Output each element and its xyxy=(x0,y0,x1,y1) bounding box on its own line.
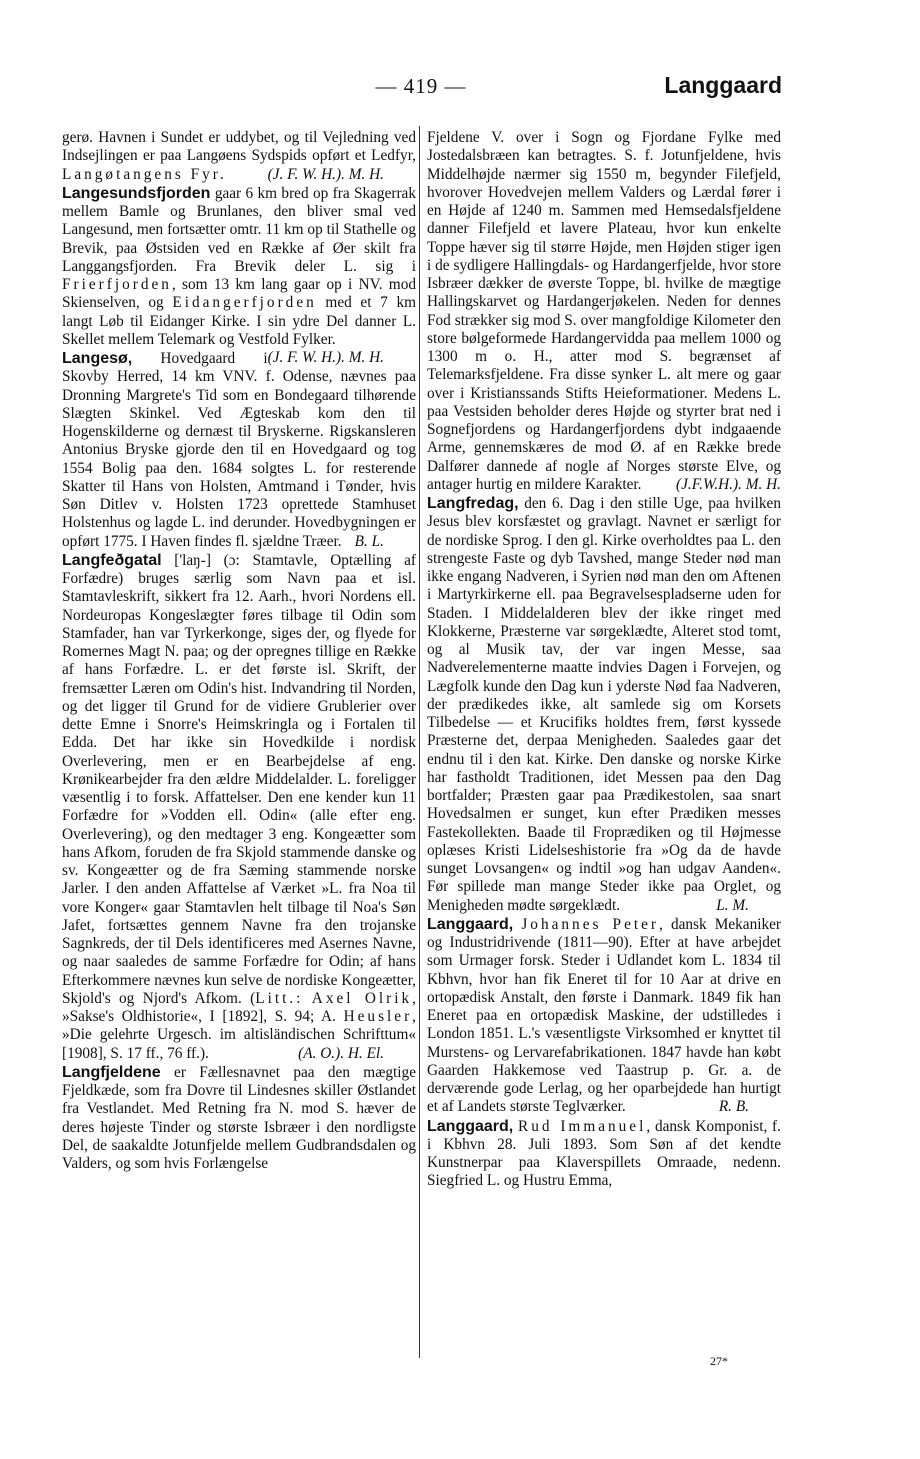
entry-headword: Langesundsfjorden xyxy=(62,184,211,202)
entry-langfredag: Langfredag, den 6. Dag i den stille Uge, paa hvilken Jesus blev korsfæstet og gravlagt. Navnet er særligt for de nordiske Sprog. I den gl. Kirke overholdtes paa L. den strengeste Faste og dyb Tavshed, mange Steder nød man ikke engang Nadveren, i Syrien nød man den om Aftenen i Martyrkirkerne ell. paa Begravelsespladserne uden for Staden. I Middelalderen blev der ikke ringet med Klokkerne, Præsterne var sørgeklædte, Alteret stod tomt, og al Musik tav, der var ingen Messe, saa Nadverelementerne maatte indvies Dagen i Forvejen, og Lægfolk kunde den Dag kun i yderste Nød faa Nadveren, der prædikedes ikke, alt samlede sig om Korsets Tilbedelse — et Krucifiks holdtes frem, først kyssede Præsterne det, derpaa Menigheden. Saaledes gaar det endnu til i den kat. Kirke. Den danske og norske Kirke har fastholdt Traditionen, idet Messen paa den Dag bortfalder; Præsten gaar paa Prædikestolen, saa snart Hovedsalmen er sunget, kun efter Prædiken messes Fastekollekten. Baade til Froprædiken og til Højmesse oplæses Kristi Lidelseshistorie fra »Og da de havde sunget Lovsangen« og indtil »og han udgav Aanden«. Før spillede man mange Steder ikke paa Orglet, og Menigheden mødte sørgeklædt. L. M. xyxy=(427,495,781,914)
entry-headword: Langfjeldene xyxy=(62,1063,161,1081)
column-divider xyxy=(419,126,420,1358)
entry-headword: Langesø, xyxy=(62,350,133,367)
entry-signature: (J. F. W. H.). M. H. xyxy=(267,165,384,183)
entry-signature: L. M. xyxy=(716,896,749,914)
entry-langeso: Langesø, Hovedgaard i Skovby Herred, 14 km VNV. f. Odense, nævnes paa Dronning Margrete's Tid som en Bondegaard tilhørende Slægten Skinkel. Ved Ægteskab kom den til Hogenskilderne og dernæst til Bryskerne. Rigskansleren Antonius Bryske gjorde den til en Hovedgaard og tog 1554 Bolig paa den. 1684 solgtes L. for resterende Skatter til Hans von Holsten, Amtmand i Tønder, hvis Søn Ditlev v. Holsten 1723 oprettede Stamhuset Holstenhus og lagde L. ind derunder. Hovedbygningen er opført 1775. I Haven findes fl. sjældne Træer. B. L. xyxy=(62,350,416,550)
entry-continuation: gerø. Havnen i Sundet er uddybet, og til Vejledning ved Indsejlingen er paa Langøens Sydspids opført et Ledfyr, Langøtangens Fyr. (J. F. W. H.). M. H. xyxy=(62,129,416,183)
entry-langfjeldene-continued: Fjeldene V. over i Sogn og Fjordane Fylke med Jostedalsbræen kan betragtes. S. f. Jotunfjeldene, hvis Middelhøjde nærmer sig 1550 m, begynder Filefjeld, hvorover Hovedvejen mellem Valders og Lærdal fører i en Højde af 1240 m. Sammen med Hemsedalsfjeldene danner Filefjeld et lavere Plateau, hvor kun enkelte Toppe hæver sig til større Højde, men Højden stiger igen i de sydligere Hallingdals- og Hardangerfjelde, hvor store Isbræer dækker de øverste Toppe, bl. hvilke de mægtige Hallingskarvet og Hardangerjøkelen. Neden for dennes Fod strækker sig mod S. over mangfoldige Kilometer den store bølgeformede Hardangervidda paa mellem 1000 og 1300 m o. H., atter mod S. begrænset af Telemarksfjeldene. Fra disse synker L. alt mere og gaar over i Kristianssands Stifts Heieformationer. Medens L. paa Vestsiden beholder deres Højde og styrter brat ned i Sognefjordens og Hardangerfjordens dybt indgaaende Arme, gennemskæres de mod Ø. af en Række brede Dalfører dannede af nogle af Norges største Elve, og antager hurtig en mildere Karakter. (J.F.W.H.). M. H. xyxy=(427,129,781,493)
right-column xyxy=(427,128,781,1191)
entry-signature: (J. F. W. H.). M. H. xyxy=(267,349,384,366)
page-number: — 419 — xyxy=(375,74,467,98)
entry-langesundsfjorden: Langesundsfjorden gaar 6 km bred op fra Skagerrak mellem Bamle og Brunlanes, den bliver smal ved Langesund, men fortsætter omtr. 11 km op til Stathelle og Brevik, paa Østsiden ved en Række af Øer skilt fra Langgangsfjorden. Fra Brevik deler L. sig i Frierfjorden, som 13 km lang gaar op i NV. mod Skienselven, og Eidangerfjorden med et 7 km langt Løb til Eidanger Kirke. I sin ydre Del danner L. Skellet mellem Telemark og Vestfold Fylker. (J. F. W. H.). M. H. xyxy=(62,184,416,366)
entry-signature: B. L. xyxy=(354,532,384,550)
entry-signature: R. B. xyxy=(718,1098,749,1116)
entry-signature: (A. O.). H. El. xyxy=(298,1044,384,1062)
entry-headword: Langgaard, xyxy=(427,1117,514,1135)
entry-headword: Langgaard, xyxy=(427,915,514,933)
entry-signature: (J.F.W.H.). M. H. xyxy=(676,475,781,493)
entry-langfjeldene: Langfjeldene er Fællesnavnet paa den mægtige Fjeldkæde, som fra Dovre til Lindesnes skiller Østlandet fra Vestlandet. Med Retning fra N. mod S. hæver de deres højeste Tinder og største Isbræer i den nordligste Del, de saakaldte Jotunfjelde mellem Gudbrandsdalen og Valders, og som hvis Forlængelse xyxy=(62,1063,416,1172)
entry-langgaard-rud: Langgaard, Rud Immanuel, dansk Komponist, f. i Kbhvn 28. Juli 1893. Som Søn af det kendte Kunstnerpar paa Klaverspillets Omraade, nedenn. Siegfried L. og Hustru Emma, xyxy=(427,1117,781,1190)
page-header xyxy=(60,72,782,106)
entry-langgaard-johannes: Langgaard, Johannes Peter, dansk Mekaniker og Industridrivende (1811—90). Efter at have arbejdet som Urmager forsk. Steder i Udlandet kom L. 1834 til Kbhvn, hvor han fik Eneret til for 10 Aar at drive en ortopædisk Anstalt, den første i Danmark. 1849 fik han Eneret paa en ortopædisk Maskine, der udstilledes i London 1851. L.'s væsentligste Virksomhed er knyttet til Murstens- og Lervarefabrikationen. 1847 havde han købt Gaarden Hakkemose ved Taastrup p. Gr. a. de derværende gode Lerlag, og her oparbejdede han hurtigt et af Landets største Teglværker. R. B. xyxy=(427,915,782,1116)
entry-headword: Langfredag, xyxy=(427,495,519,512)
left-column xyxy=(62,128,416,1173)
sheet-signature-mark: 27* xyxy=(710,1354,728,1368)
entry-headword: Langfeðgatal xyxy=(62,551,162,569)
entry-langfedgatal: Langfeðgatal ['laŋ-] (ɔ: Stamtavle, Optælling af Forfædre) bruges særlig som Navn paa et isl. Stamtavleskrift, sikkert fra 12. Aarh., hvori Nordens ell. Nordeuropas Kongeslægter føres tilbage til Odin som Stamfader, han var Tyrkerkonge, siges der, og flyede for Romernes Magt N. paa; og der opregnes tillige en Række af hans Forfædre. L. er det første isl. Skrift, der fremsætter Læren om Odin's hist. Indvandring til Norden, og det ligger til Grund for de vidiere Grublerier over dette Emne i Snorre's Heimskringla og i Fortalen til Edda. Det har ikke sin Hovedkilde i nordisk Overlevering, men er en Bearbejdelse af eng. Krønikearbejder fra den ældre Middelalder. L. foreligger væsentlig i to forsk. Affattelser. Den ene kender kun 11 Forfædre for »Vodden ell. Odin« (alle efter eng. Overlevering), og den medtager 3 eng. Kongeætter som hans Afkom, foruden de fra Skjold stammende danske og sv. Kongeætter og de fra Sæming stammende norske Jarler. I den anden Affattelse af Værket »L. fra Noa til vore Konger« gaar Stamtavlen helt tilbage til Noa's Søn Jafet, fortsættes gennem Navne fra den trojanske Sagnkreds, der til Dels identificeres med Asernes Navne, og naar saaledes de samme Forfædre for Odin; af hans Efterkommere nævnes kun selve de nordiske Kongeætter, Skjold's og Njord's Afkom. (Litt.: Axel Olrik, »Sakse's Oldhistorie«, I [1892], S. 94; A. Heusler, »Die gelehrte Urgesch. im altisländischen Schrifttum« [1908], S. 17 ff., 76 ff.). (A. O.). H. El. xyxy=(62,551,416,1062)
running-head: Langgaard xyxy=(664,72,782,98)
